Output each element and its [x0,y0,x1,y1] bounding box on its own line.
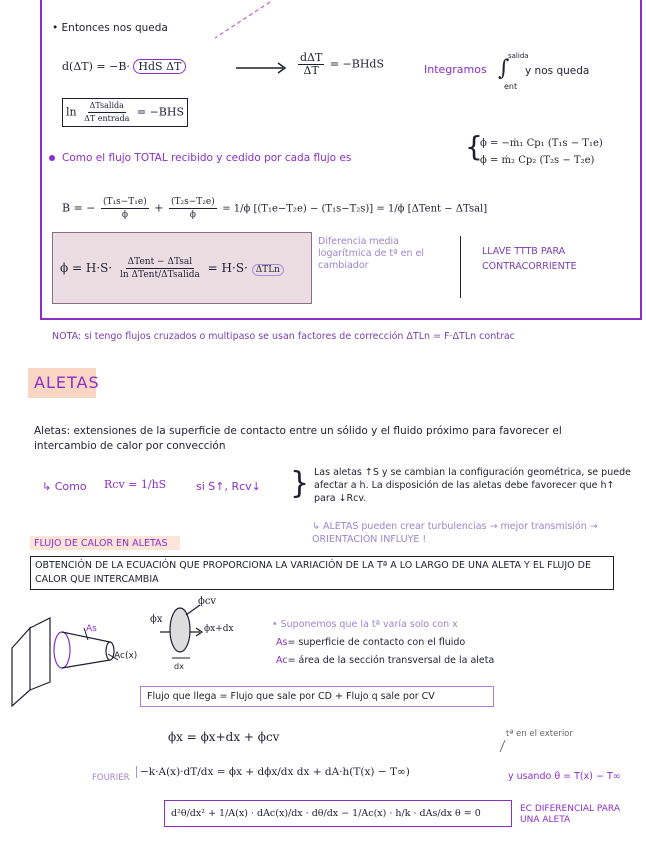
aletas-title: ALETAS [34,373,100,392]
fourier-eq: −k·A(x)·dT/dx = ϕx + dϕx/dx dx + dA·h(T(x) − T∞) [136,766,410,778]
as-def-label: As [276,637,288,648]
b-t1-den: ϕ [121,210,128,220]
frac-num: dΔT [300,51,323,64]
purple-bullet [49,155,55,161]
frac-den: ΔT [303,64,319,77]
rcv-eq: Rcv = 1/hS [104,478,167,491]
bullet-line [52,22,168,35]
balance-box: Flujo que llega = Flujo que sale por CD + Flujo q sale por CV [140,686,494,707]
b-t2-num: (T₂s−T₂e) [170,197,215,207]
integramos-label: Integramos [424,63,487,76]
integral-lower: ent [504,82,518,91]
phi1-eq: ϕ = −ṁ₁ Cp₁ (T₁s − T₁e) [480,138,603,149]
b-mid: = 1/ϕ [(T₁e−T₂e) − (T₁s−T₂s)] = 1/ϕ [ΔTent − ΔTsal] [222,203,488,215]
si-s: si S↑, Rcv↓ [196,480,261,493]
integral-upper: salida [508,52,529,60]
phi-circle: ΔTLn [252,264,284,276]
bullet-dot: • [52,22,62,34]
eq-rhs: = −BHdS [329,57,385,71]
b-t1-num: (T₁s−T₁e) [103,197,147,207]
diferencia-note: Diferencia media logarítmica de tª en el cambiador [318,236,425,271]
ac-def-text: = área de la sección transversal de la aleta [287,655,495,666]
ec-label: EC DIFERENCIAL PARA UNA ALETA [520,804,620,825]
integral-sign: ∫ [498,56,510,81]
label-phicv: ϕcv [198,596,217,607]
dT-fraction-eq [296,52,384,77]
flujo-heading: FLUJO DE CALOR EN ALETAS [34,538,168,549]
right-note: Las aletas ↑S y se cambian la configuración geométrica, se puede afectar a h. La disposición de las aletas debe favorecer que h↑ para ↓Rcv. [314,467,631,504]
phi-num: ΔTent − ΔTsal [127,257,193,267]
flujo-box: OBTENCIÓN DE LA ECUACIÓN QUE PROPORCIONA LA VARIACIÓN DE LA Tª A LO LARGO DE UNA ALETA Y EL FLUJO DE CALOR QUE INTERCAMBIA [30,556,614,590]
nota-line: NOTA: si tengo flujos cruzados o multipaso se usan factores de corrección ΔTLn = F·ΔTLn contrac [52,331,515,342]
b-start: B = [62,201,83,215]
como-label: ↳ Como [42,480,87,493]
label-as: As [86,624,97,634]
ac-def [276,654,494,667]
phi-equation [60,256,284,281]
b-t2-den: ϕ [189,210,196,220]
bullet-text: Entonces nos queda [61,22,168,34]
phi-den: ln ΔTent/ΔTsalida [120,270,200,280]
fin-drawing [12,618,118,706]
eq-pill: HdS ΔT [133,59,186,74]
dashed-pointer [215,2,270,38]
brace-2: } [290,466,310,501]
control-volume-drawing [160,605,202,658]
usando: y usando θ = T(x) − T∞ [508,771,621,782]
ln-num: ΔTsalida [88,100,126,113]
balance-eq: ϕx = ϕx+dx + ϕcv [168,730,280,744]
as-def [276,636,465,649]
b-equation: B = − $\frac{\text{(T₁s−T₁e)}}{\phi}$ + $\frac{\text{(T₂s−T₂e)}}{\phi}$ = 1/ϕ [(T₁e−T₂e) − (T₁s−T₂s)] = 1/ϕ [ΔTent − ΔTsal] [62,197,488,220]
ln-box [62,98,188,127]
label-phixdx: ϕx+dx [204,624,234,634]
final-eq: d²θ/dx² + 1/A(x) · dAc(x)/dx · dθ/dx − 1/Ac(x) · h/k · dAs/dx θ = 0 [164,800,512,827]
phi-lhs: ϕ = H·S· [60,261,113,275]
turb-note: ↳ ALETAS pueden crear turbulencias → mejor transmisión → ORIENTACIÓN INFLUYE ! [312,521,598,545]
eq-left: d(ΔT) = −B· [62,60,130,73]
exterior-note: tª en el exterior [506,729,573,739]
flow-text: Como el flujo TOTAL recibido y cedido por cada flujo es [62,152,352,164]
note-bracket [460,236,461,298]
ac-def-label: Ac [276,655,288,666]
delta-eq [62,60,186,73]
label-acx: Ac(x) [114,651,138,661]
phi-rhs: = H·S· [207,261,248,275]
suponemos: • Suponemos que la tª varía solo con x [272,619,458,630]
phi2-eq: ϕ = ṁ₂ Cp₂ (T₂s − T₂e) [480,155,595,166]
llave-note: LLAVE TTTB PARA CONTRACORRIENTE [482,246,577,272]
nos-queda: y nos queda [525,65,590,77]
label-phix: ϕx [150,614,163,625]
aletas-definition-text: Aletas: extensiones de la superficie de contacto entre un sólido y el fluido próximo para favorecer el intercambio de calor por convección [34,425,562,452]
label-dx: dx [174,662,184,671]
as-def-text: = superficie de contacto con el fluido [287,637,466,648]
ln-rhs: = −BHS [136,105,185,119]
ln-den: ΔT entrada [84,114,130,123]
fourier-label: FOURIER [92,773,130,783]
aletas-definition [34,424,614,454]
ln-label: ln [66,105,77,119]
brace: { [465,130,483,163]
